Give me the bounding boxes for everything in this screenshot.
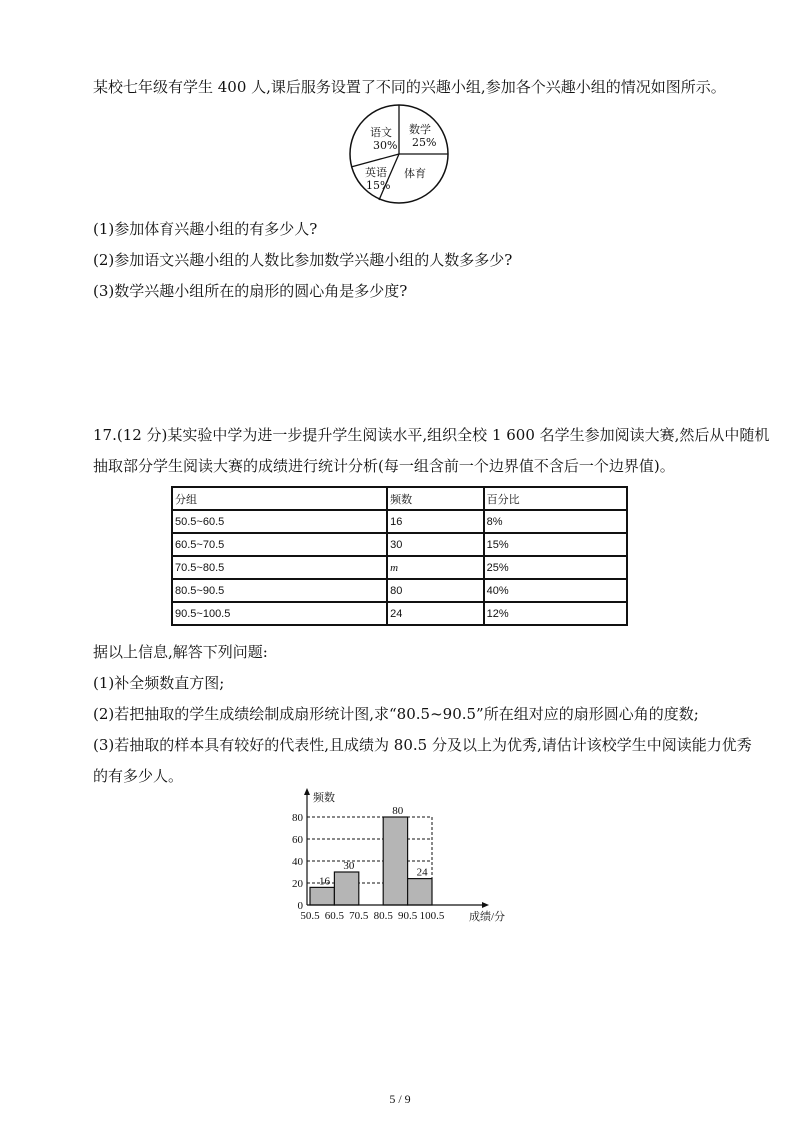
table-cell: 60.5~70.5	[172, 533, 387, 556]
histogram-bar	[408, 879, 432, 905]
page-number: 5 / 9	[389, 1092, 411, 1106]
x-tick-label: 90.5	[397, 910, 418, 922]
problem17-intro-line2: 抽取部分学生阅读大赛的成绩进行统计分析(每一组含前一个边界值不含后一个边界值)。	[93, 457, 675, 475]
problem17-q3-line2: 的有多少人。	[93, 767, 184, 785]
y-tick-label: 0	[297, 900, 303, 912]
pie-label-chinese: 语文	[370, 126, 392, 139]
table-cell: 8%	[484, 510, 627, 533]
histogram-bar	[334, 872, 358, 905]
table-cell: 80.5~90.5	[172, 579, 387, 602]
problem16-intro: 某校七年级有学生 400 人,课后服务设置了不同的兴趣小组,参加各个兴趣小组的情况如图所示。	[93, 78, 726, 96]
pie-label-english: 英语	[365, 166, 387, 179]
y-tick-label: 20	[292, 878, 303, 890]
table-row	[172, 556, 627, 579]
pie-chart	[348, 103, 450, 205]
histogram-bar	[383, 817, 407, 905]
problem16-q2: (2)参加语文兴趣小组的人数比参加数学兴趣小组的人数多多少?	[93, 251, 513, 269]
problem17-q3-line1: (3)若抽取的样本具有较好的代表性,且成绩为 80.5 分及以上为优秀,请估计该校学生中阅读能力优秀	[93, 736, 752, 754]
table-cell: 40%	[484, 579, 627, 602]
table-cell: 24	[387, 602, 484, 625]
table-header-cell: 百分比	[484, 487, 627, 510]
table-cell: 30	[387, 533, 484, 556]
pie-pct-english: 15%	[366, 179, 391, 192]
x-axis-arrow	[482, 902, 489, 908]
problem16-q1: (1)参加体育兴趣小组的有多少人?	[93, 220, 318, 238]
grades-table	[171, 486, 628, 626]
table-cell: 70.5~80.5	[172, 556, 387, 579]
table-row	[172, 510, 627, 533]
bar-data-label: 30	[343, 860, 355, 872]
table-cell: 15%	[484, 533, 627, 556]
x-tick-label: 70.5	[349, 910, 369, 922]
x-tick-label: 100.5	[419, 910, 445, 922]
histogram-chart	[285, 785, 515, 925]
y-axis-arrow	[304, 788, 310, 795]
problem17-prompt: 据以上信息,解答下列问题:	[93, 643, 268, 661]
bar-data-label: 24	[416, 866, 428, 879]
y-tick-label: 40	[292, 856, 303, 868]
bar-data-label: 16	[319, 875, 330, 888]
problem16-q3: (3)数学兴趣小组所在的扇形的圆心角是多少度?	[93, 282, 408, 300]
table-cell: 12%	[484, 602, 627, 625]
pie-pct-chinese: 30%	[373, 139, 398, 152]
y-tick-label: 80	[292, 812, 303, 824]
pie-label-math: 数学	[409, 123, 431, 136]
table-cell: 25%	[484, 556, 627, 579]
table-cell: m	[387, 556, 484, 579]
table-header-cell: 频数	[387, 487, 484, 510]
y-axis-label: 频数	[313, 792, 335, 804]
table-row	[172, 533, 627, 556]
table-cell: 16	[387, 510, 484, 533]
problem17-q2: (2)若把抽取的学生成绩绘制成扇形统计图,求“80.5~90.5”所在组对应的扇形圆心角的度数;	[93, 705, 699, 723]
table-cell: 50.5~60.5	[172, 510, 387, 533]
problem17-intro-line1: 17.(12 分)某实验中学为进一步提升学生阅读水平,组织全校 1 600 名学生参加阅读大赛,然后从中随机	[93, 426, 770, 444]
pie-label-pe: 体育	[404, 167, 426, 180]
x-axis-label: 成绩/分	[469, 911, 506, 923]
table-header-row	[172, 487, 627, 510]
x-tick-label: 50.5	[300, 910, 320, 922]
x-tick-label: 80.5	[373, 910, 393, 922]
table-cell: 90.5~100.5	[172, 602, 387, 625]
table-row	[172, 602, 627, 625]
table-row	[172, 579, 627, 602]
bar-data-label: 80	[392, 805, 404, 817]
table-cell: 80	[387, 579, 484, 602]
pie-pct-math: 25%	[412, 136, 437, 149]
problem17-q1: (1)补全频数直方图;	[93, 674, 225, 692]
y-tick-label: 60	[292, 834, 303, 846]
histogram-bar	[310, 887, 334, 905]
x-tick-label: 60.5	[324, 910, 345, 922]
table-header-cell: 分组	[172, 487, 387, 510]
